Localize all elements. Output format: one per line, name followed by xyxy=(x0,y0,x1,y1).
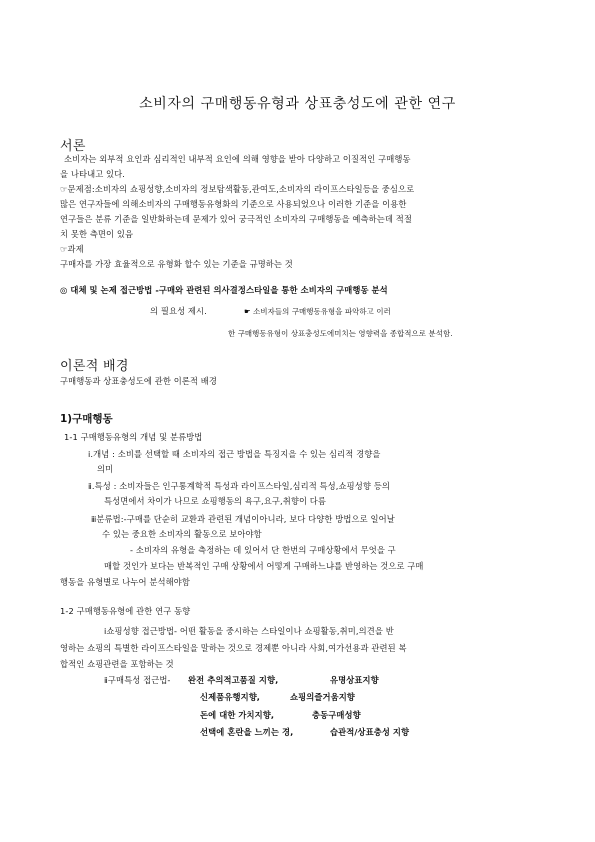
sub1-line: ⅲ분류법:-구매를 단순히 교환과 관련된 개념이아니라, 보다 다양한 방법으로 일어날 xyxy=(91,514,395,524)
section-heading: 1)구매행동 xyxy=(60,413,113,425)
sub2-line: 영하는 쇼핑의 특별한 라이프스타일을 말하는 것으로 경제뿐 아니라 사회,여가선용과 관련된 복 xyxy=(60,643,407,653)
approach-line: ◎ 대체 및 논제 접근방법 -구매와 관련된 의사결정스타일을 통한 소비자의 구매행동 분석 xyxy=(60,285,388,295)
char-item: 완전 추의적고품질 지향, xyxy=(188,675,279,685)
intro-line: ☞과제 xyxy=(60,244,84,254)
subsection-title: 1-1 구매행동유형의 개념 및 분류방법 xyxy=(64,432,203,442)
char-item: 충동구매성향 xyxy=(312,710,361,720)
approach-note: 한 구매행동유형이 상표충성도에미치는 영향력을 종합적으로 분석함. xyxy=(228,329,453,338)
intro-line: ☞문제점:소비자의 쇼핑성향,소비자의 정보탐색활동,관여도,소비자의 라이프스타일등을 중심으로 xyxy=(60,184,415,194)
intro-line: 치 못한 측면이 있음 xyxy=(60,229,134,239)
intro-line: 을 나타내고 있다. xyxy=(60,169,126,179)
sub1-line: 수 있는 중요한 소비자의 활동으로 보아야함 xyxy=(102,529,262,539)
sub1-line: 매할 것인가 보다는 반복적인 구매 상황에서 어떻게 구매하느냐를 반영하는 것으로 구매 xyxy=(104,561,424,571)
intro-line: 구매자를 가장 효율적으로 유형화 할수 있는 기준을 규명하는 것 xyxy=(60,259,293,269)
subsection-title: 1-2 구매행동유형에 관한 연구 동향 xyxy=(60,606,191,616)
char-item: 신제품유행지향, xyxy=(200,692,261,702)
char-item: 선택에 혼란을 느끼는 경, xyxy=(200,727,294,737)
char-item: 쇼핑의즐거움지향 xyxy=(290,692,355,702)
char-item: 습관적/상표충성 지향 xyxy=(330,727,410,737)
char-item: 돈에 대한 가치지향, xyxy=(200,710,275,720)
sub1-line: 특성면에서 차이가 나므로 쇼핑행동의 욕구,요구,취향이 다름 xyxy=(104,496,327,506)
sub1-line: 행동을 유형별로 나누어 분석해야함 xyxy=(60,577,190,587)
background-heading: 이론적 배경 xyxy=(60,359,129,374)
intro-heading: 서론 xyxy=(60,139,86,154)
intro-line: 많은 연구자들에 의해소비자의 구매행동유형화의 기준으로 사용되었으나 이러한 기준을 이용한 xyxy=(60,199,407,209)
sub2-line: ⅰ쇼핑성향 접근방법- 어떤 활동을 중시하는 스타일이나 쇼핑활동,취미,의견을 반 xyxy=(104,626,394,636)
sub2-line: 합적인 쇼핑관련을 포함하는 것 xyxy=(60,659,174,669)
intro-line: 소비자는 외부적 요인과 심리적인 내부적 요인에 의해 영향을 받아 다양하고 이질적인 구매행동 xyxy=(64,154,411,164)
sub1-line: - 소비자의 유형을 측정하는 데 있어서 단 한번의 구매상황에서 무엇을 구 xyxy=(130,545,396,555)
char-item: 유명상표지향 xyxy=(330,675,379,685)
background-subtitle: 구매행동과 상표충성도에 관한 이론적 배경 xyxy=(60,376,218,386)
approach-need: 의 필요성 제시. xyxy=(150,306,207,316)
sub1-line: ⅱ.특성 : 소비자들은 인구통계학적 특성과 라이프스타일,심리적 특성,쇼핑성향 등의 xyxy=(88,481,390,491)
char-label: ⅱ구매특성 접근법- xyxy=(104,675,171,685)
sub1-line: 의미 xyxy=(97,464,114,474)
sub1-line: ⅰ.개념 : 소비를 선택할 때 소비자의 접근 방법을 특징지을 수 있는 심리적 경향을 xyxy=(88,449,381,459)
approach-note: ☛ 소비자들의 구매행동유형을 파악하고 이러 xyxy=(244,307,391,316)
intro-line: 연구들은 분류 기준을 일반화하는데 문제가 있어 궁극적인 소비자의 구매행동을 예측하는데 적절 xyxy=(60,214,412,224)
document-title: 소비자의 구매행동유형과 상표충성도에 관한 연구 xyxy=(139,96,456,112)
